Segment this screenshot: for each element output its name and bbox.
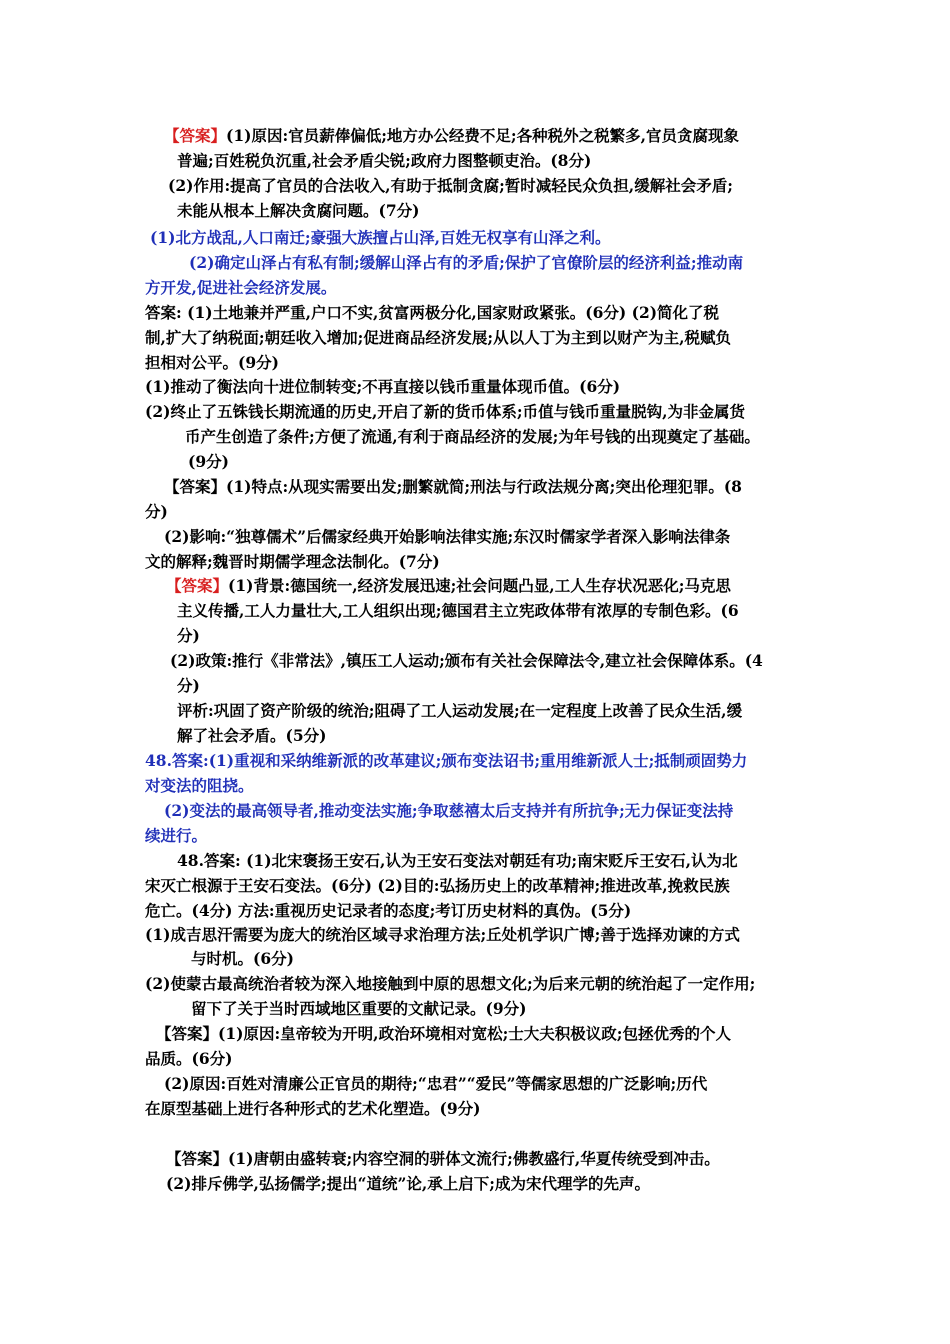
answer-line: 品质。(6分) (145, 1049, 233, 1068)
answer-line: 评析:巩固了资产阶级的统治;阻碍了工人运动发展;在一定程度上改善了民众生活,缓 (177, 701, 743, 720)
answer-line: (2)变法的最高领导者,推动变法实施;争取慈禧太后支持并有所抗争;无力保证变法持 (164, 801, 734, 820)
answer-line: 主义传播,工人力量壮大,工人组织出现;德国君主立宪政体带有浓厚的专制色彩。(6 (177, 601, 739, 620)
answer-line (166, 573, 731, 599)
answer-line: 【答案】(1)特点:从现实需要出发;删繁就简;刑法与行政法规分离;突出伦理犯罪。(8 (164, 477, 742, 496)
answer-line: 制,扩大了纳税面;朝廷收入增加;促进商品经济发展;从以人丁为主到以财产为主,税赋负 (145, 328, 731, 347)
answer-line: (1)成吉思汗需要为庞大的统治区域寻求治理方法;丘处机学识广博;善于选择劝谏的方式 (145, 925, 740, 944)
answer-text: (1)原因:官员薪俸偏低;地方办公经费不足;各种税外之税繁多,官员贪腐现象 (226, 126, 740, 145)
answer-line: 未能从根本上解决贪腐问题。(7分) (177, 201, 420, 220)
answer-line: 48.答案:(1)重视和采纳维新派的改革建议;颁布变法诏书;重用维新派人士;抵制顽固势力 (145, 751, 748, 770)
answer-line: 【答案】(1)唐朝由盛转衰;内容空洞的骈体文流行;佛教盛行,华夏传统受到冲击。 (166, 1149, 720, 1168)
answer-line: (2)原因:百姓对清廉公正官员的期待;“忠君”“爱民”等儒家思想的广泛影响;历代 (164, 1074, 708, 1093)
answer-line: 解了社会矛盾。(5分) (177, 726, 327, 745)
answer-line: 危亡。(4分) 方法:重视历史记录者的态度;考订历史材料的真伪。(5分) (145, 901, 632, 920)
answer-line: (1)推动了衡法向十进位制转变;不再直接以钱币重量体现币值。(6分) (145, 377, 621, 396)
answer-line: 文的解释;魏晋时期儒学理念法制化。(7分) (145, 552, 440, 571)
answer-line: (2)使蒙古最高统治者较为深入地接触到中原的思想文化;为后来元朝的统治起了一定作用; (145, 974, 756, 993)
answer-line: 在原型基础上进行各种形式的艺术化塑造。(9分) (145, 1099, 481, 1118)
answer-line: (2)政策:推行《非常法》,镇压工人运动;颁布有关社会保障法令,建立社会保障体系。(4 (170, 651, 763, 670)
answer-line: 留下了关于当时西域地区重要的文献记录。(9分) (191, 999, 527, 1018)
answer-line: 普遍;百姓税负沉重,社会矛盾尖锐;政府力图整顿吏治。(8分) (177, 151, 592, 170)
answer-line (164, 123, 739, 149)
answer-line: 与时机。(6分) (191, 949, 294, 968)
answer-line: 【答案】(1)原因:皇帝较为开明,政治环境相对宽松;士大夫积极议政;包拯优秀的个人 (156, 1024, 732, 1043)
answer-line: (2)作用:提高了官员的合法收入,有助于抵制贪腐;暂时减轻民众负担,缓解社会矛盾; (168, 176, 733, 195)
answer-line: 48.答案: (1)北宋褒扬王安石,认为王安石变法对朝廷有功;南宋贬斥王安石,认为北 (177, 851, 738, 870)
answer-line: 分) (177, 676, 200, 695)
answer-line: (1)北方战乱,人口南迁;豪强大族擅占山泽,百姓无权享有山泽之利。 (150, 228, 611, 247)
answer-line: 对变法的阻挠。 (145, 776, 254, 795)
answer-tag: 【答案】 (166, 576, 229, 595)
answer-line: (9分) (188, 452, 229, 471)
answer-line: 续进行。 (145, 826, 208, 845)
answer-line: 方开发,促进社会经济发展。 (145, 278, 337, 297)
answer-line: 分) (145, 502, 168, 521)
answer-line: 担相对公平。(9分) (145, 353, 279, 372)
answer-line: 宋灭亡根源于王安石变法。(6分) (2)目的:弘扬历史上的改革精神;推进改革,挽救民族 (145, 876, 730, 895)
answer-text: (1)背景:德国统一,经济发展迅速;社会问题凸显,工人生存状况恶化;马克思 (228, 576, 731, 595)
answer-line: (2)确定山泽占有私有制;缓解山泽占有的矛盾;保护了官僚阶层的经济利益;推动南 (189, 253, 744, 272)
answer-line: 币产生创造了条件;方便了流通,有利于商品经济的发展;为年号钱的出现奠定了基础。 (185, 427, 760, 446)
answer-line: (2)终止了五铢钱长期流通的历史,开启了新的货币体系;币值与钱币重量脱钩,为非金属货 (145, 402, 745, 421)
answer-line: 分) (177, 626, 200, 645)
answer-line: 答案: (1)土地兼并严重,户口不实,贫富两极分化,国家财政紧张。(6分) (2)简化了税 (145, 303, 720, 322)
answer-line: (2)影响:“独尊儒术”后儒家经典开始影响法律实施;东汉时儒家学者深入影响法律条 (164, 527, 731, 546)
answer-line: (2)排斥佛学,弘扬儒学;提出“道统”论,承上启下;成为宋代理学的先声。 (166, 1174, 651, 1193)
answer-tag: 【答案】 (164, 126, 227, 145)
